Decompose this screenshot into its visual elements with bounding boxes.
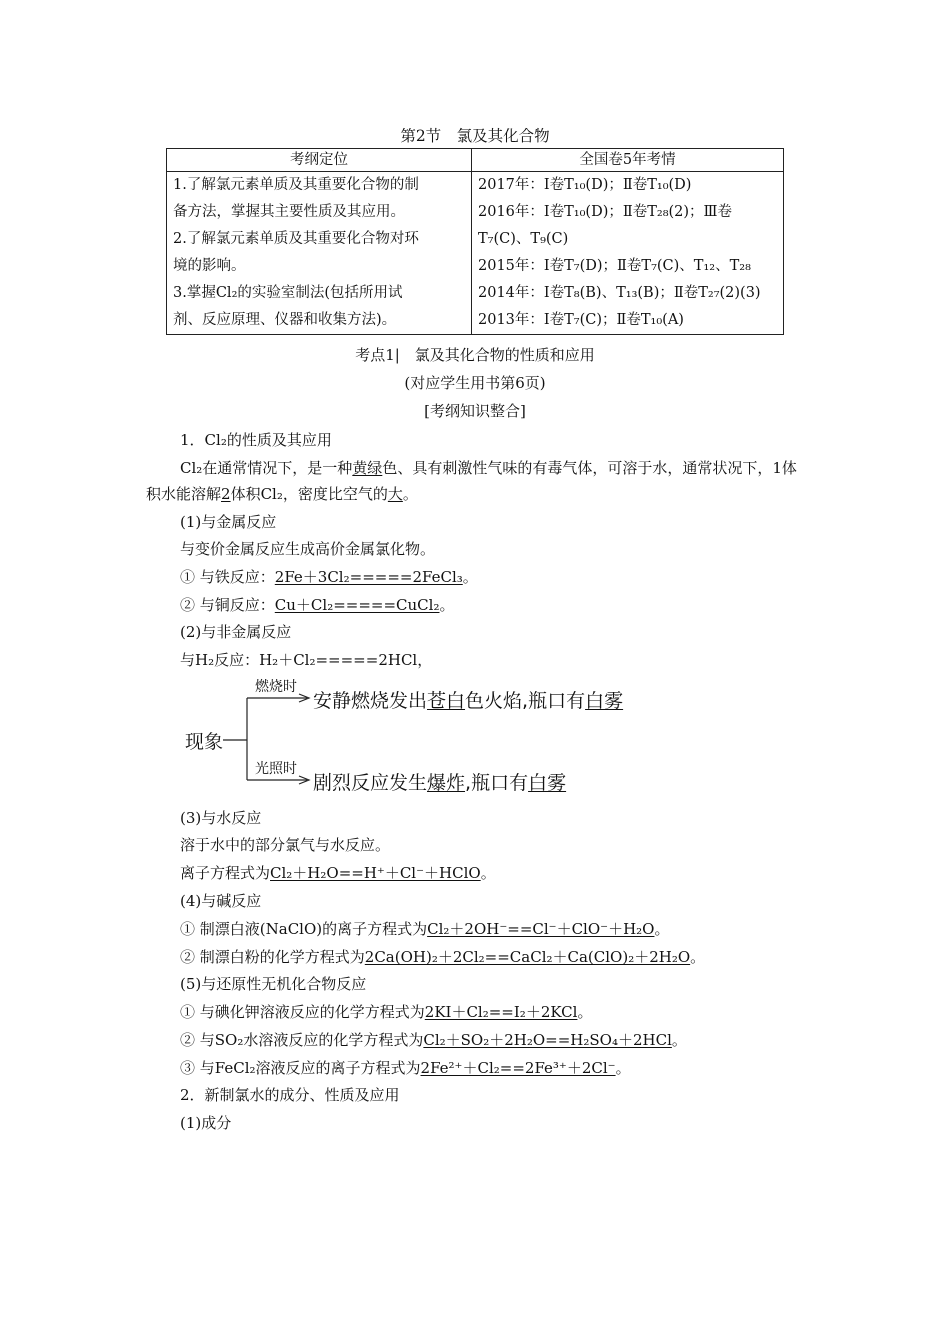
water-description: 溶于水中的部分氯气与水反应。 [180, 836, 391, 854]
blank-color: 黄绿 [352, 459, 383, 477]
so2-equation: ② 与SO₂水溶液反应的化学方程式为Cl₂＋SO₂＋2H₂O==H₂SO₄＋2HCl。 [180, 1031, 687, 1049]
subheading-nonmetal: (2)与非金属反应 [180, 623, 292, 641]
exam-line: 2013年：Ⅰ卷T₇(C)；Ⅱ卷T₁₀(A) [478, 312, 684, 328]
iron-reaction: ① 与铁反应：2Fe＋3Cl₂=====2FeCl₃。 [180, 568, 478, 586]
diagram-burning-result: 安静燃烧发出苍白色火焰,瓶口有白雾 [313, 690, 624, 712]
equation: 2Fe＋3Cl₂=====2FeCl₃ [274, 568, 463, 586]
kaodian-reference: (对应学生用书第6页) [404, 374, 546, 392]
intro-paragraph: Cl₂在通常情况下，是一种黄绿色、具有刺激性气味的有毒气体，可溶于水，通常状况下，1体积水能溶解2体积Cl₂，密度比空气的大。 [146, 459, 797, 503]
equation: 2Fe²⁺＋Cl₂==2Fe³⁺＋2Cl⁻ [420, 1059, 616, 1077]
diagram-condition-light: 光照时 [255, 761, 297, 777]
section-title: 第2节 氯及其化合物 [400, 127, 550, 145]
equation: Cl₂＋SO₂＋2H₂O==H₂SO₄＋2HCl [423, 1031, 672, 1049]
outline-line: 剂、反应原理、仪器和收集方法)。 [173, 312, 397, 328]
equation: Cu＋Cl₂=====CuCl₂ [274, 596, 440, 614]
outline-line: 3.掌握Cl₂的实验室制法(包括所用试 [173, 285, 403, 301]
diagram-root: 现象 [185, 731, 224, 753]
kaodian-subtitle: [考纲知识整合] [424, 402, 526, 420]
bleach-powder-equation: ② 制漂白粉的化学方程式为2Ca(OH)₂＋2Cl₂==CaCl₂＋Ca(ClO)₂＋2H₂O。 [180, 948, 706, 966]
copper-reaction: ② 与铜反应：Cu＋Cl₂=====CuCl₂。 [180, 596, 455, 614]
outline-line: 备方法，掌握其主要性质及其应用。 [173, 204, 405, 220]
blank-volume: 2 [221, 485, 231, 503]
equation: 2KI＋Cl₂==I₂＋2KCl [424, 1003, 578, 1021]
bleach-liquid-equation: ① 制漂白液(NaClO)的离子方程式为Cl₂＋2OH⁻==Cl⁻＋ClO⁻＋H₂O。 [180, 920, 670, 938]
metal-description: 与变价金属反应生成高价金属氯化物。 [180, 540, 436, 558]
water-ionic-equation: 离子方程式为Cl₂＋H₂O==H⁺＋Cl⁻＋HClO。 [180, 864, 496, 882]
subheading-metal: (1)与金属反应 [180, 513, 277, 531]
phenomenon-diagram [185, 676, 685, 806]
outline-line: 1.了解氯元素单质及其重要化合物的制 [173, 177, 419, 193]
diagram-condition-burning: 燃烧时 [255, 679, 297, 695]
equation: 2Ca(OH)₂＋2Cl₂==CaCl₂＋Ca(ClO)₂＋2H₂O [364, 948, 691, 966]
table-cell-exams [472, 172, 784, 335]
outline-line: 2.了解氯元素单质及其重要化合物对环 [173, 231, 419, 247]
exam-line: T₇(C)、T₉(C) [478, 231, 569, 247]
equation: Cl₂＋H₂O==H⁺＋Cl⁻＋HClO [270, 864, 481, 882]
diagram-light-result: 剧烈反应发生爆炸,瓶口有白雾 [313, 772, 567, 794]
table-header-left: 考纲定位 [167, 149, 472, 172]
exam-line: 2017年：Ⅰ卷T₁₀(D)；Ⅱ卷T₁₀(D) [478, 177, 692, 193]
exam-line: 2016年：Ⅰ卷T₁₀(D)；Ⅱ卷T₂₈(2)；Ⅲ卷 [478, 204, 733, 220]
heading-chlorine-water: 2．新制氯水的成分、性质及应用 [180, 1086, 400, 1104]
ki-equation: ① 与碘化钾溶液反应的化学方程式为2KI＋Cl₂==I₂＋2KCl。 [180, 1003, 593, 1021]
kaodian-title: 考点1| 氯及其化合物的性质和应用 [355, 346, 595, 364]
exam-outline-table [166, 148, 784, 335]
fecl2-equation: ③ 与FeCl₂溶液反应的离子方程式为2Fe²⁺＋Cl₂==2Fe³⁺＋2Cl⁻。 [180, 1059, 631, 1077]
exam-line: 2014年：Ⅰ卷T₈(B)、T₁₃(B)；Ⅱ卷T₂₇(2)(3) [478, 285, 761, 301]
subheading-components: (1)成分 [180, 1114, 232, 1132]
subheading-reducing: (5)与还原性无机化合物反应 [180, 975, 367, 993]
table-header-right: 全国卷5年考情 [472, 149, 784, 172]
equation: Cl₂＋2OH⁻==Cl⁻＋ClO⁻＋H₂O [427, 920, 655, 938]
outline-line: 境的影响。 [173, 258, 246, 274]
heading-cl2-properties: 1．Cl₂的性质及其应用 [180, 431, 332, 449]
exam-line: 2015年：Ⅰ卷T₇(D)；Ⅱ卷T₇(C)、T₁₂、T₂₈ [478, 258, 751, 274]
blank-density: 大 [387, 485, 403, 503]
table-cell-outline [167, 172, 472, 335]
subheading-base: (4)与碱反应 [180, 892, 262, 910]
subheading-water: (3)与水反应 [180, 809, 262, 827]
hydrogen-reaction: 与H₂反应：H₂＋Cl₂=====2HCl， [180, 651, 433, 669]
